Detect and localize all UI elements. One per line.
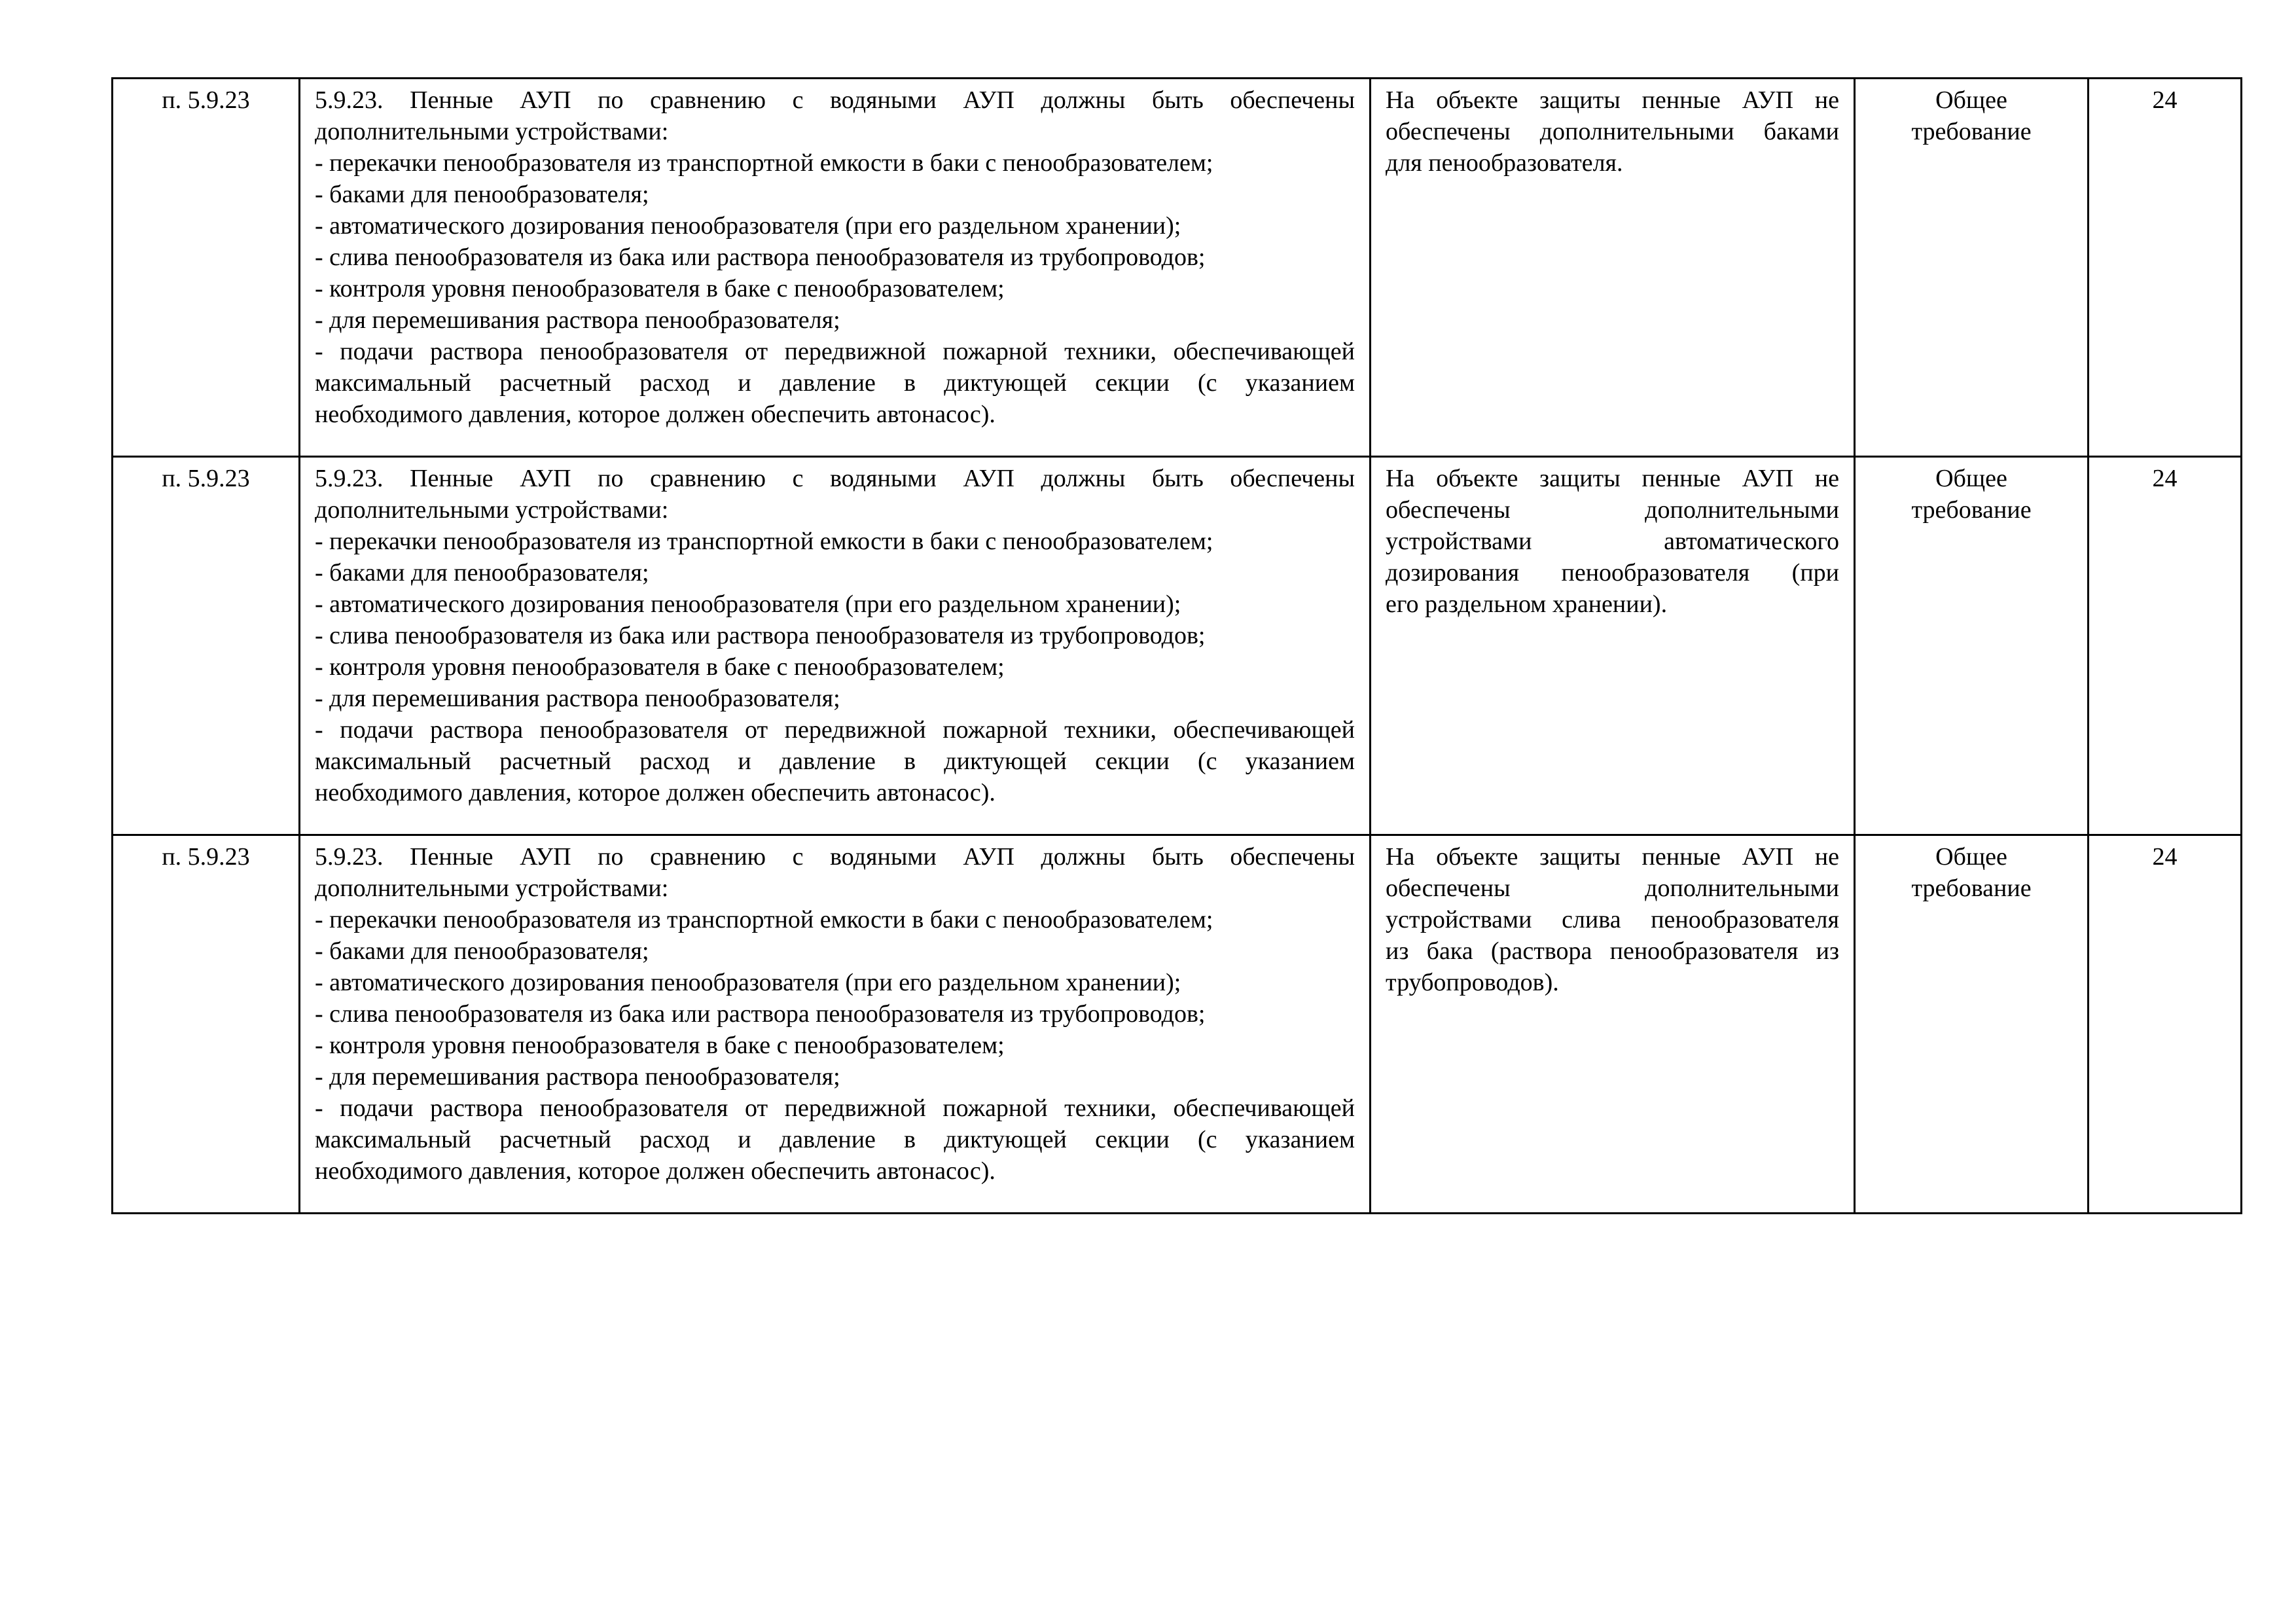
requirement-item-cont: максимальный расчетный расход и давление в диктующей секции (с указанием: [315, 748, 1355, 775]
requirement-item: - автоматического дозирования пенообразователя (при его раздельном хранении);: [315, 212, 1181, 240]
violation-line: обеспечены дополнительными баками: [1386, 118, 1839, 145]
clause-ref: п. 5.9.23: [162, 465, 250, 492]
requirement-item: - для перемешивания раствора пенообразователя;: [315, 1063, 840, 1091]
violation-line: На объекте защиты пенные АУП не: [1386, 86, 1839, 114]
requirement-item: - подачи раствора пенообразователя от передвижной пожарной техники, обеспечивающей: [315, 338, 1355, 365]
violation-line: из бака (раствора пенообразователя из: [1386, 937, 1839, 965]
requirement-item-cont: необходимого давления, которое должен обеспечить автонасос).: [315, 779, 996, 806]
violation-line: устройствами автоматического: [1386, 528, 1839, 555]
requirement-type: требование: [1911, 118, 2032, 145]
clause-ref: п. 5.9.23: [162, 843, 250, 871]
requirement-item-cont: необходимого давления, которое должен обеспечить автонасос).: [315, 401, 996, 428]
requirement-type: требование: [1911, 875, 2032, 902]
clause-ref: п. 5.9.23: [162, 86, 250, 114]
violation-cell: [1371, 457, 1855, 835]
requirement-item-cont: максимальный расчетный расход и давление в диктующей секции (с указанием: [315, 369, 1355, 397]
page-number-cell: [2089, 457, 2242, 835]
requirement-item: - баками для пенообразователя;: [315, 181, 649, 208]
violation-line: обеспечены дополнительными: [1386, 875, 1839, 902]
requirement-type: Общее: [1935, 843, 2007, 871]
table-row: [113, 79, 2242, 457]
violation-line: дозирования пенообразователя (при: [1386, 559, 1839, 586]
violation-line: На объекте защиты пенные АУП не: [1386, 843, 1839, 871]
page-number: 24: [2152, 843, 2178, 871]
requirement-item: - автоматического дозирования пенообразователя (при его раздельном хранении);: [315, 590, 1181, 618]
requirement-cell: [300, 835, 1371, 1214]
clause-cell: [113, 457, 300, 835]
requirement-item: - баками для пенообразователя;: [315, 559, 649, 586]
page-number-cell: [2089, 79, 2242, 457]
requirement-item: - слива пенообразователя из бака или раствора пенообразователя из трубопроводов;: [315, 244, 1206, 271]
requirement-intro-end: дополнительными устройствами:: [315, 875, 669, 902]
requirement-item: - перекачки пенообразователя из транспортной емкости в баки с пенообразователем;: [315, 528, 1213, 555]
violation-cell: [1371, 79, 1855, 457]
requirement-cell: [300, 457, 1371, 835]
violation-line: обеспечены дополнительными: [1386, 496, 1839, 524]
violation-line: трубопроводов).: [1386, 969, 1559, 996]
requirements-table: [111, 77, 2242, 1214]
requirement-type: Общее: [1935, 465, 2007, 492]
requirement-item: - автоматического дозирования пенообразователя (при его раздельном хранении);: [315, 969, 1181, 996]
requirement-intro-end: дополнительными устройствами:: [315, 118, 669, 145]
requirement-item-cont: необходимого давления, которое должен обеспечить автонасос).: [315, 1157, 996, 1185]
page-number-cell: [2089, 835, 2242, 1214]
requirement-intro: 5.9.23. Пенные АУП по сравнению с водяными АУП должны быть обеспечены: [315, 465, 1355, 492]
table-row: [113, 457, 2242, 835]
violation-line: На объекте защиты пенные АУП не: [1386, 465, 1839, 492]
requirement-item: - перекачки пенообразователя из транспортной емкости в баки с пенообразователем;: [315, 906, 1213, 933]
violation-line: его раздельном хранении).: [1386, 590, 1668, 618]
requirement-type-cell: [1855, 835, 2089, 1214]
requirement-item: - контроля уровня пенообразователя в баке с пенообразователем;: [315, 1032, 1005, 1059]
requirement-cell: [300, 79, 1371, 457]
violation-cell: [1371, 835, 1855, 1214]
requirement-type: требование: [1911, 496, 2032, 524]
requirement-item: - подачи раствора пенообразователя от передвижной пожарной техники, обеспечивающей: [315, 716, 1355, 744]
table-row: [113, 835, 2242, 1214]
requirement-intro-end: дополнительными устройствами:: [315, 496, 669, 524]
requirement-item: - контроля уровня пенообразователя в баке с пенообразователем;: [315, 653, 1005, 681]
violation-line: для пенообразователя.: [1386, 149, 1623, 177]
requirement-item: - подачи раствора пенообразователя от передвижной пожарной техники, обеспечивающей: [315, 1094, 1355, 1122]
requirement-item: - контроля уровня пенообразователя в баке с пенообразователем;: [315, 275, 1005, 302]
requirement-intro: 5.9.23. Пенные АУП по сравнению с водяными АУП должны быть обеспечены: [315, 86, 1355, 114]
requirement-item-cont: максимальный расчетный расход и давление в диктующей секции (с указанием: [315, 1126, 1355, 1153]
requirement-type-cell: [1855, 457, 2089, 835]
clause-cell: [113, 835, 300, 1214]
requirement-type: Общее: [1935, 86, 2007, 114]
page-number: 24: [2152, 86, 2178, 114]
requirement-item: - перекачки пенообразователя из транспортной емкости в баки с пенообразователем;: [315, 149, 1213, 177]
requirement-item: - для перемешивания раствора пенообразователя;: [315, 306, 840, 334]
requirement-item: - слива пенообразователя из бака или раствора пенообразователя из трубопроводов;: [315, 1000, 1206, 1028]
violation-line: устройствами слива пенообразователя: [1386, 906, 1839, 933]
requirement-intro: 5.9.23. Пенные АУП по сравнению с водяными АУП должны быть обеспечены: [315, 843, 1355, 871]
clause-cell: [113, 79, 300, 457]
requirement-item: - баками для пенообразователя;: [315, 937, 649, 965]
requirement-item: - слива пенообразователя из бака или раствора пенообразователя из трубопроводов;: [315, 622, 1206, 649]
requirement-type-cell: [1855, 79, 2089, 457]
page-number: 24: [2152, 465, 2178, 492]
requirement-item: - для перемешивания раствора пенообразователя;: [315, 685, 840, 712]
